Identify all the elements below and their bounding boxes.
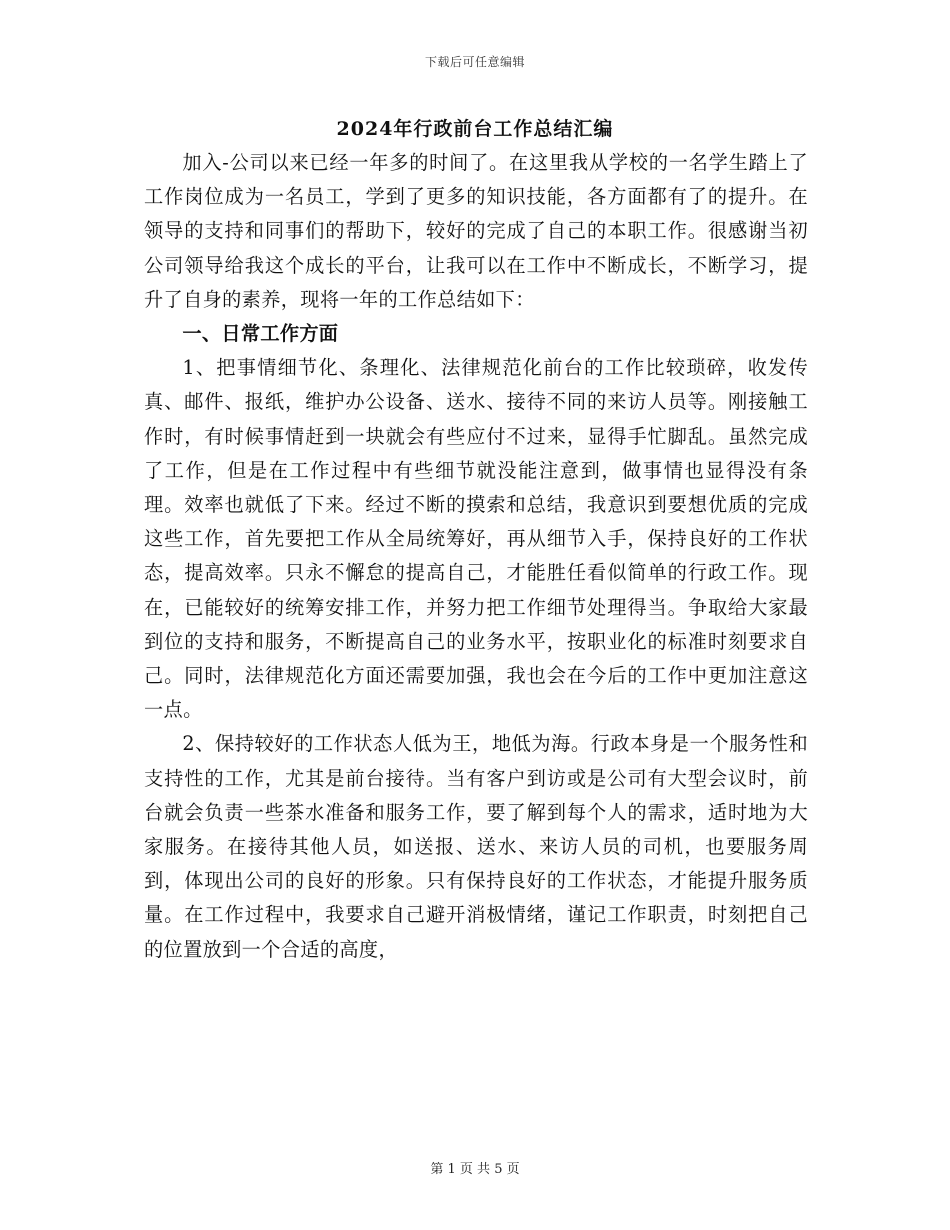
item-paragraph-2: 2、保持较好的工作状态人低为王，地低为海。行政本身是一个服务性和支持性的工作，尤其是前台接待。当有客户到访或是公司有大型会议时，前台就会负责一些茶水准备和服务工作，要了解到每个人的需求，适时地为大家服务。在接待其他人员，如送报、送水、来访人员的司机，也要服务周到，体现出公司的良好的形象。只有保持良好的工作状态，才能提升服务质量。在工作过程中，我要求自己避开消极情绪，谨记工作职责，时刻把自己的位置放到一个合适的高度，: [144, 732, 808, 961]
header-note: 下载后可任意编辑: [424, 55, 525, 69]
item-paragraph-1: 1、把事情细节化、条理化、法律规范化前台的工作比较琐碎，收发传真、邮件、报纸，维护办公设备、送水、接待不同的来访人员等。刚接触工作时，有时候事情赶到一块就会有些应付不过来，显得手忙脚乱。虽然完成了工作，但是在工作过程中有些细节就没能注意到，做事情也显得没有条理。效率也就低了下来。经过不断的摸索和总结，我意识到要想优质的完成这些工作，首先要把工作从全局统筹好，再从细节入手，保持良好的工作状态，提高效率。只永不懈怠的提高自己，才能胜任看似简单的行政工作。现在，已能较好的统筹安排工作，并努力把工作细节处理得当。争取给大家最到位的支持和服务，不断提高自己的业务水平，按职业化的标准时刻要求自己。同时，法律规范化方面还需要加强，我也会在今后的工作中更加注意这一点。: [144, 356, 808, 722]
document-body: [144, 146, 808, 967]
page-number: 第 1 页 共 5 页: [430, 1162, 520, 1177]
document-title: 2024年行政前台工作总结汇编: [336, 118, 614, 140]
section-heading: 一、日常工作方面: [182, 322, 339, 346]
intro-paragraph: 加入-公司以来已经一年多的时间了。在这里我从学校的一名学生踏上了工作岗位成为一名员工，学到了更多的知识技能，各方面都有了的提升。在领导的支持和同事们的帮助下，较好的完成了自己的本职工作。很感谢当初公司领导给我这个成长的平台，让我可以在工作中不断成长，不断学习，提升了自身的素养，现将一年的工作总结如下：: [144, 151, 808, 311]
